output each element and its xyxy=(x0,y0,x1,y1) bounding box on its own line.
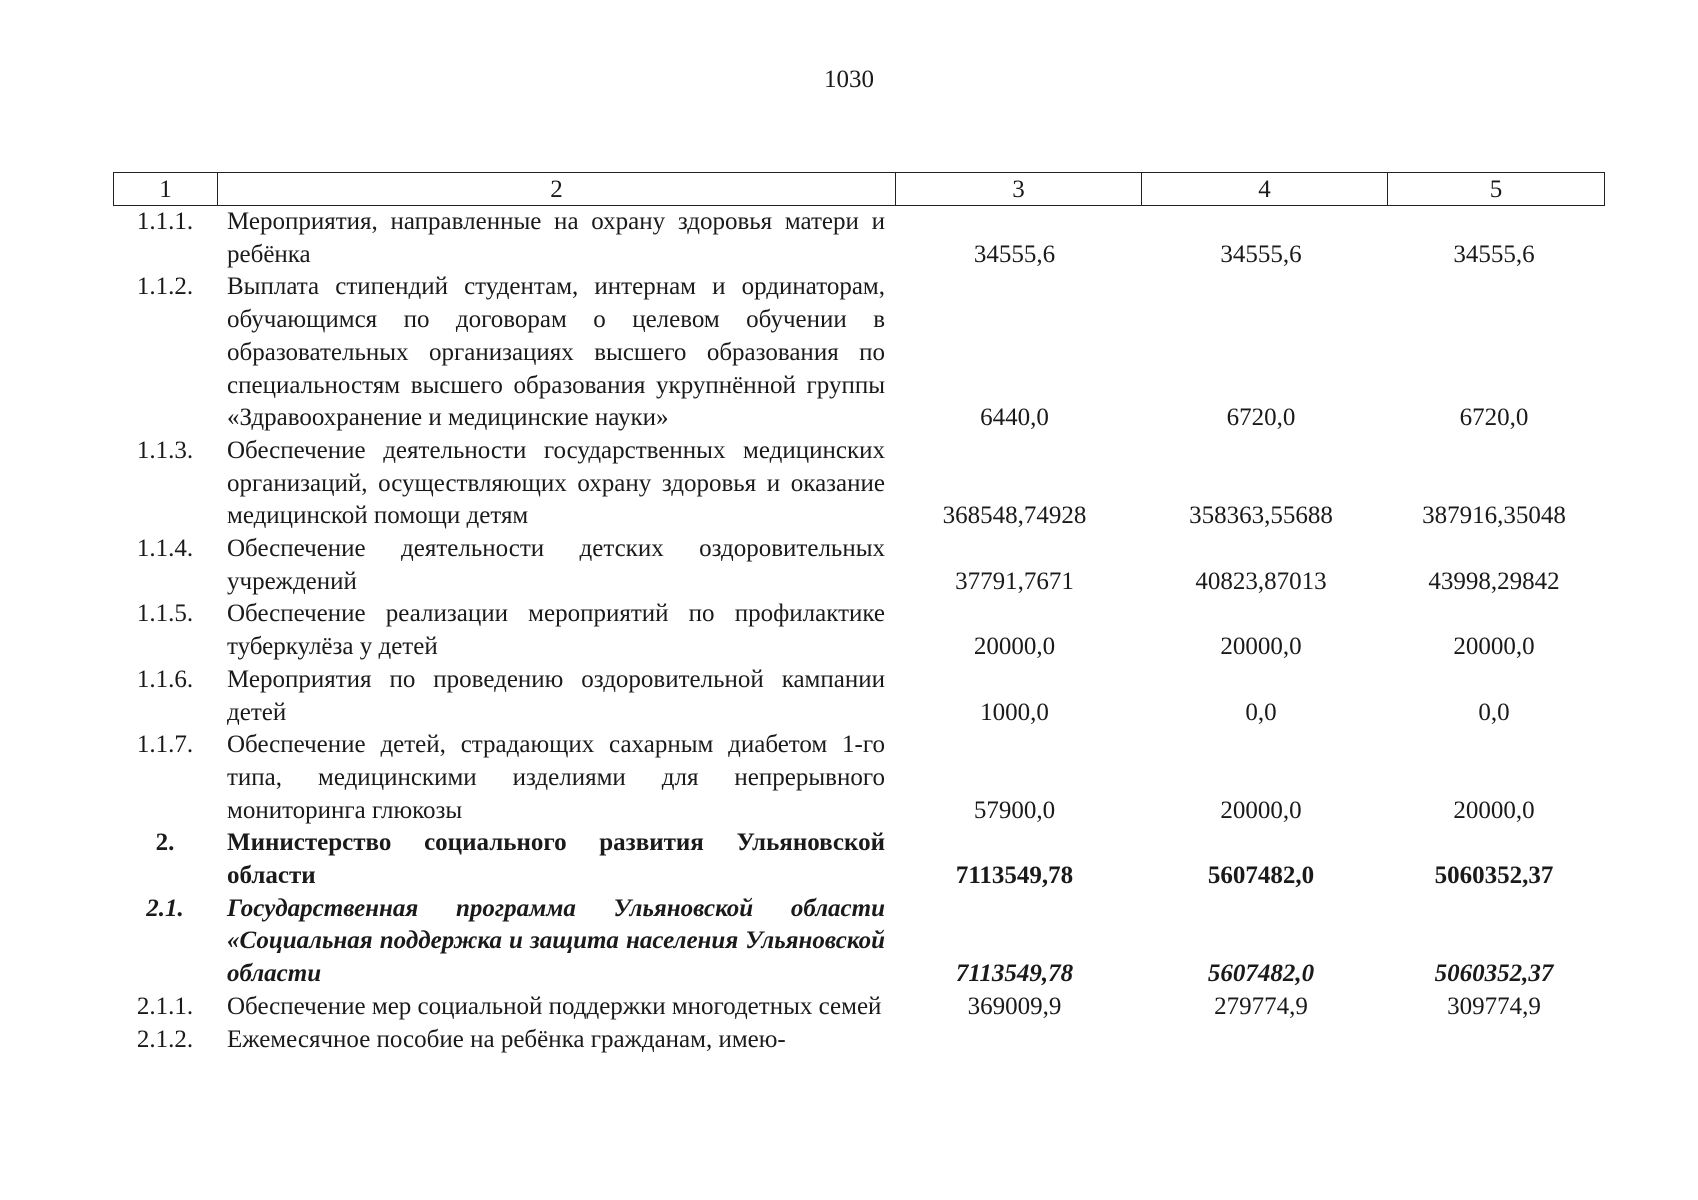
table-row xyxy=(113,1024,1604,1057)
row-name: Обеспечение мер социальной поддержки многодетных семей xyxy=(227,992,882,1020)
value-col-5: 6720,0 xyxy=(1459,404,1529,432)
row-number: 2.1.1. xyxy=(136,992,194,1020)
value-col-3: 368548,74928 xyxy=(942,502,1087,530)
table-row xyxy=(113,271,1604,435)
value-col-4: 5607482,0 xyxy=(1207,862,1315,890)
value-col-3: 7113549,78 xyxy=(955,862,1074,890)
value-col-4: 6720,0 xyxy=(1226,404,1296,432)
row-name: Мероприятия, направленные на охрану здоровья матери и ребёнка xyxy=(227,208,885,268)
table-row xyxy=(113,729,1604,827)
value-col-3: 6440,0 xyxy=(980,404,1049,432)
value-col-4: 279774,9 xyxy=(1214,992,1308,1020)
row-number: 1.1.1. xyxy=(136,208,194,235)
value-col-4: 20000,0 xyxy=(1220,796,1302,824)
row-number: 1.1.4. xyxy=(136,535,194,563)
row-name: Обеспечение реализации мероприятий по профилактике туберкулёза у детей xyxy=(227,600,885,661)
header-col-1: 1 xyxy=(114,173,218,206)
header-col-4: 4 xyxy=(1142,173,1388,206)
table-header xyxy=(113,172,1605,206)
value-col-5: 5060352,37 xyxy=(1434,960,1554,988)
table-row xyxy=(113,991,1604,1024)
table-row xyxy=(113,435,1604,533)
value-col-5: 309774,9 xyxy=(1447,992,1541,1020)
row-number: 1.1.6. xyxy=(136,665,194,693)
row-name: Министерство социального развития Ульяновской области xyxy=(227,829,885,890)
value-col-5: 34555,6 xyxy=(1453,240,1535,268)
value-col-3: 34555,6 xyxy=(973,240,1056,268)
row-number: 2.1.2. xyxy=(136,1025,194,1053)
value-col-3: 7113549,78 xyxy=(955,960,1074,988)
value-col-4: 358363,55688 xyxy=(1189,502,1333,530)
row-number: 2. xyxy=(155,829,175,857)
value-col-4: 20000,0 xyxy=(1220,633,1302,661)
value-col-3: 1000,0 xyxy=(980,698,1049,726)
value-col-3: 369009,9 xyxy=(967,992,1062,1020)
row-number: 1.1.2. xyxy=(136,273,194,301)
table-row xyxy=(113,533,1604,598)
row-name: Обеспечение деятельности государственных медицинских организаций, осуществляющих охрану здоровья и оказание медицинской помощи детям xyxy=(227,436,885,530)
value-col-5: 43998,29842 xyxy=(1428,567,1560,595)
table-row xyxy=(113,598,1604,663)
table-row-program xyxy=(113,893,1604,991)
value-col-3: 37791,7671 xyxy=(955,567,1074,595)
value-col-5: 20000,0 xyxy=(1453,796,1535,824)
table-row xyxy=(113,664,1604,729)
table-row-section xyxy=(113,827,1604,892)
row-name: Обеспечение детей, страдающих сахарным диабетом 1-го типа, медицинскими изделиями для непрерывного мониторинга глюкозы xyxy=(227,731,885,824)
row-name: Государственная программа Ульяновской области «Социальная поддержка и защита населения Ульяновской области xyxy=(227,894,885,988)
table-row xyxy=(113,206,1604,271)
row-number: 2.1. xyxy=(146,894,184,922)
value-col-3: 57900,0 xyxy=(973,796,1056,824)
row-name: Выплата стипендий студентам, интернам и ординаторам, обучающимся по договорам о целевом обучении в образовательных организациях высшего образования по специальностям высшего образования укрупнённой группы «Здравоохранение и медицинские науки» xyxy=(227,273,885,432)
row-name: Обеспечение деятельности детских оздоровительных учреждений xyxy=(227,535,885,595)
value-col-5: 0,0 xyxy=(1478,698,1510,726)
value-col-5: 387916,35048 xyxy=(1422,502,1566,530)
page-number: 1030 xyxy=(824,66,874,93)
row-number: 1.1.7. xyxy=(136,731,194,759)
value-col-5: 20000,0 xyxy=(1453,633,1535,661)
row-number: 1.1.3. xyxy=(136,436,194,464)
value-col-4: 40823,87013 xyxy=(1195,567,1327,595)
value-col-4: 5607482,0 xyxy=(1207,960,1315,988)
header-col-2: 2 xyxy=(218,173,896,206)
header-col-5: 5 xyxy=(1388,173,1605,206)
value-col-4: 0,0 xyxy=(1245,698,1277,726)
table-body xyxy=(113,206,1604,1056)
header-col-3: 3 xyxy=(896,173,1142,206)
row-name: Ежемесячное пособие на ребёнка гражданам, имею- xyxy=(227,1025,786,1053)
value-col-4: 34555,6 xyxy=(1220,240,1302,268)
row-name: Мероприятия по проведению оздоровительной кампании детей xyxy=(227,665,885,726)
value-col-5: 5060352,37 xyxy=(1434,862,1554,890)
value-col-3: 20000,0 xyxy=(973,633,1056,661)
row-number: 1.1.5. xyxy=(136,600,194,628)
